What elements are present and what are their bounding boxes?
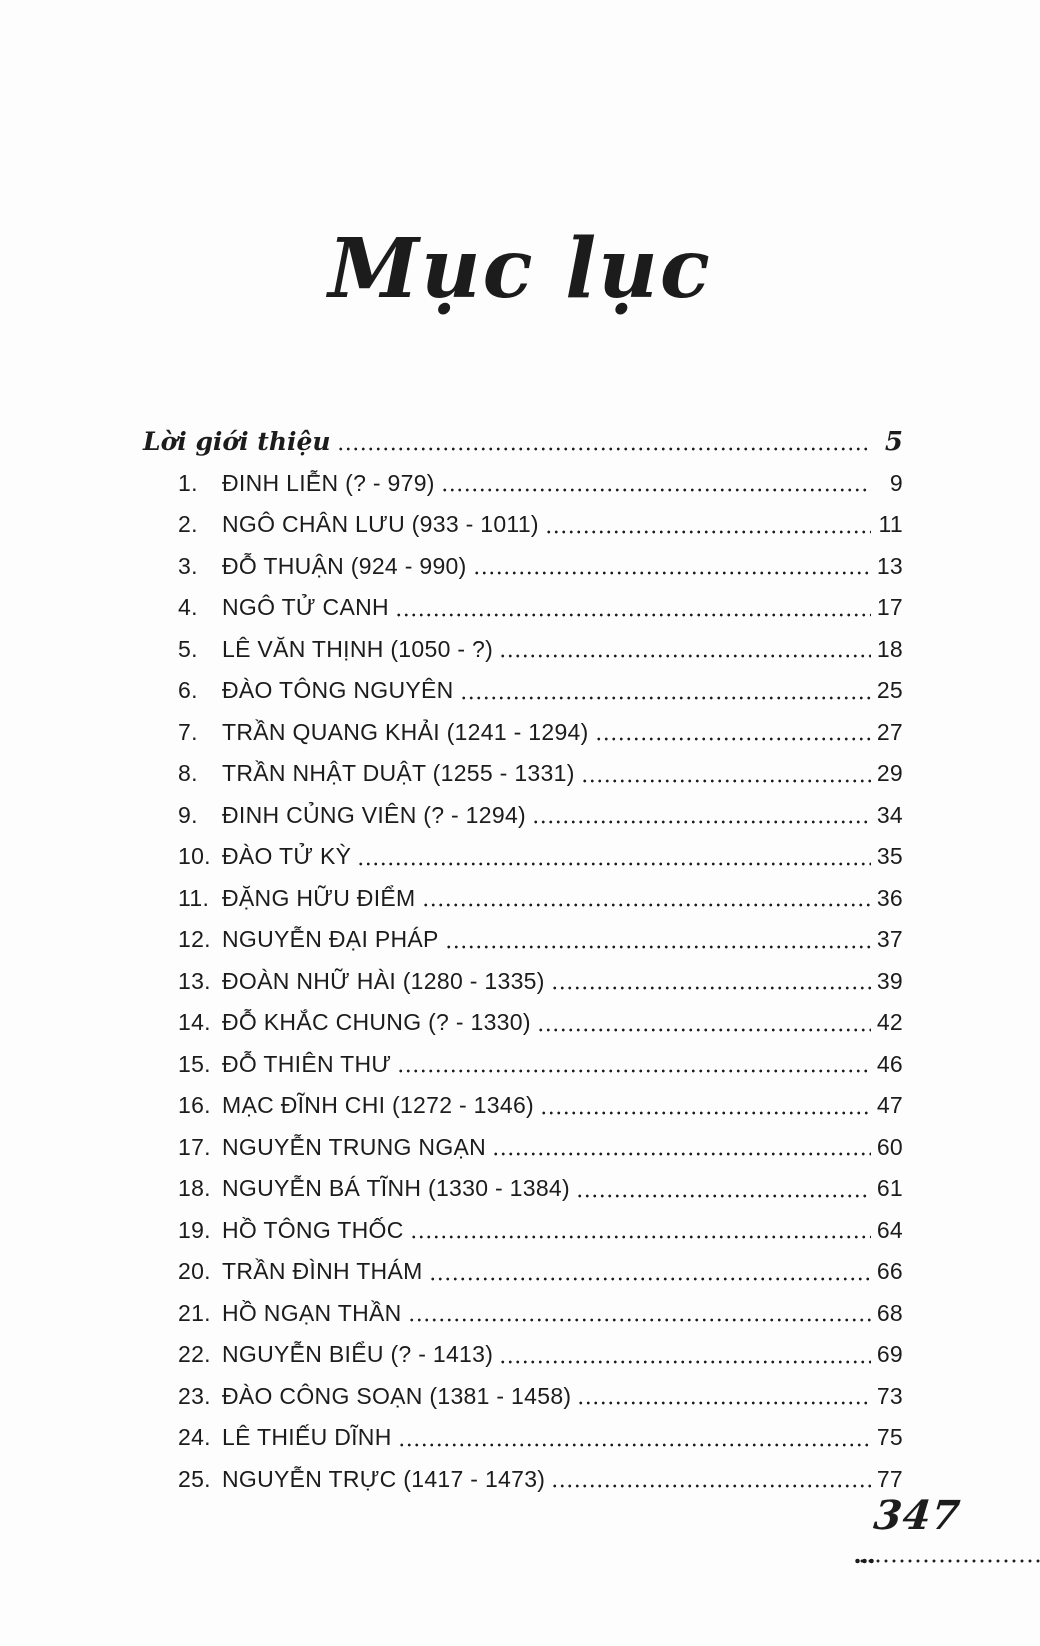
toc-entry: [143, 670, 903, 712]
toc-entry-number: 16.: [178, 1092, 211, 1118]
toc-entry-number: 1.: [178, 469, 198, 496]
page-title: Mục lục: [328, 221, 712, 317]
toc-dot-leader: [429, 1251, 871, 1293]
toc-dot-leader: [397, 1044, 871, 1086]
toc-entry-number: 9.: [178, 801, 198, 828]
toc-dot-leader: [410, 1210, 871, 1252]
toc-entry-page: 27: [876, 718, 903, 745]
toc-dot-leader: [357, 836, 871, 878]
toc-entry-title: ĐÀO CÔNG SOẠN (1381 - 1458): [222, 1382, 572, 1409]
toc-entry-page: 39: [876, 967, 903, 994]
toc-entry-page: 47: [876, 1092, 903, 1118]
toc-entry-page: 18: [876, 635, 903, 662]
toc-entry: [143, 961, 903, 1003]
toc-entry-number: 22.: [178, 1341, 211, 1367]
toc-entry-title: HỒ TÔNG THỐC: [222, 1216, 404, 1243]
toc-entry-page: 36: [876, 884, 903, 911]
toc-entry-title: NGÔ TỬ CANH: [222, 594, 389, 620]
toc-entry: [143, 1459, 903, 1501]
toc-entry-page: 17: [876, 594, 903, 620]
toc-entry: [143, 712, 903, 754]
toc-entry: [143, 1251, 903, 1293]
toc-entry-page: 75: [876, 1424, 903, 1450]
toc-dot-leader: [540, 1085, 871, 1127]
toc-entry-number: 8.: [178, 760, 198, 786]
toc-entry: [143, 1002, 903, 1044]
toc-dot-leader: [551, 1459, 871, 1501]
toc-entry-page: 46: [876, 1050, 903, 1077]
toc-entry: [143, 795, 903, 837]
toc-entry: [143, 1376, 903, 1418]
toc-entry: [143, 878, 903, 920]
toc-entry: [143, 629, 903, 671]
toc-entry: [143, 463, 903, 505]
toc-entry-page: 34: [876, 801, 903, 828]
toc-dot-leader: [337, 421, 871, 463]
toc-entry: [143, 587, 903, 629]
toc-entry-page: 25: [876, 677, 903, 703]
toc-entry-title: ĐÀO TÔNG NGUYÊN: [222, 677, 454, 703]
toc-entry-page: 61: [876, 1175, 903, 1201]
toc-entry-page: 11: [878, 511, 903, 537]
toc-entry-title: ĐINH CỦNG VIÊN (? - 1294): [222, 801, 527, 828]
toc-entry-number: 4.: [178, 594, 198, 620]
toc-entry: [143, 1417, 903, 1459]
toc-dot-leader: [473, 546, 871, 588]
toc-dot-leader: [460, 670, 871, 712]
toc-entry-number: 11.: [178, 884, 210, 911]
toc-entry-title: MẠC ĐĨNH CHI (1272 - 1346): [222, 1092, 534, 1118]
toc-entry-number: 15.: [178, 1050, 211, 1077]
toc-entry-number: 12.: [178, 926, 211, 952]
toc-entry-page: 66: [876, 1258, 903, 1284]
toc-entry: [143, 1168, 903, 1210]
toc-entry-title: NGUYỄN BIỂU (? - 1413): [222, 1341, 494, 1367]
toc-entry: [143, 753, 903, 795]
toc-entry-number: 23.: [178, 1382, 211, 1409]
toc-entry-title: ĐINH LIỄN (? - 979): [222, 469, 435, 496]
toc-entry: [143, 836, 903, 878]
toc-entry-title: TRẦN NHẬT DUẬT (1255 - 1331): [222, 760, 575, 786]
toc-entry-title: LÊ THIẾU DĨNH: [222, 1424, 392, 1450]
toc-entry-number: 24.: [178, 1424, 211, 1450]
toc-intro-page: 5: [884, 427, 903, 457]
toc-dot-leader: [545, 504, 871, 546]
toc-dot-leader: [408, 1293, 871, 1335]
toc-entry-title: NGUYỄN TRỰC (1417 - 1473): [222, 1465, 546, 1492]
toc-dot-leader: [492, 1127, 871, 1169]
toc-entry: [143, 1085, 903, 1127]
toc-entry-page: 77: [876, 1465, 903, 1492]
toc-dot-leader: [398, 1417, 871, 1459]
toc-dot-leader: [595, 712, 871, 754]
toc-entry-number: 7.: [178, 718, 198, 745]
toc-dot-leader: [551, 961, 871, 1003]
toc-entry-page: 64: [876, 1216, 903, 1243]
toc-entry: [143, 919, 903, 961]
toc-entry-title: ĐỖ KHẮC CHUNG (? - 1330): [222, 1009, 531, 1035]
toc-dot-leader: [499, 629, 871, 671]
toc-entry-title: TRẦN ĐÌNH THÁM: [222, 1258, 423, 1284]
toc-entry-title: ĐỖ THIÊN THƯ: [222, 1050, 392, 1077]
toc-entry-page: 69: [876, 1341, 903, 1367]
toc-dot-leader: [537, 1002, 871, 1044]
toc-entry: [143, 1044, 903, 1086]
toc-entry-number: 13.: [178, 967, 211, 994]
toc-entry-title: TRẦN QUANG KHẢI (1241 - 1294): [222, 718, 589, 745]
toc-dot-leader: [576, 1168, 871, 1210]
toc-entry-number: 19.: [178, 1216, 211, 1243]
toc-entry-page: 29: [876, 760, 903, 786]
toc-dot-leader: [581, 753, 871, 795]
toc-dot-leader: [499, 1334, 871, 1376]
toc-entry-title: ĐÀO TỬ KỲ: [222, 843, 352, 869]
toc-entry-number: 6.: [178, 677, 198, 703]
toc-entry-page: 37: [876, 926, 903, 952]
toc-entry: [143, 1293, 903, 1335]
toc-entry-page: 9: [889, 469, 903, 496]
footer-dotted-line: [858, 1558, 1040, 1564]
toc-entry-title: LÊ VĂN THỊNH (1050 - ?): [222, 635, 494, 662]
toc-intro-label: Lời giới thiệu: [143, 427, 331, 456]
toc-entry-number: 5.: [178, 635, 198, 662]
toc-entry-number: 2.: [178, 511, 198, 537]
toc-dot-leader: [441, 463, 871, 505]
toc-list: [143, 421, 903, 1500]
toc-entry-number: 25.: [178, 1465, 211, 1492]
toc-dot-leader: [577, 1376, 871, 1418]
toc-entry-number: 21.: [178, 1299, 211, 1326]
toc-entry-number: 14.: [178, 1009, 211, 1035]
toc-intro-row: [143, 421, 903, 463]
toc-entry-number: 10.: [178, 843, 211, 869]
toc-entry-number: 3.: [178, 552, 198, 579]
toc-entry: [143, 546, 903, 588]
folio-page-number: 347: [871, 1492, 963, 1539]
toc-entry-page: 35: [876, 843, 903, 869]
toc-entry: [143, 1127, 903, 1169]
toc-entry-title: HỒ NGẠN THẦN: [222, 1299, 402, 1326]
toc-entry-title: ĐẶNG HỮU ĐIỂM: [222, 884, 416, 911]
toc-dot-leader: [422, 878, 872, 920]
toc-entry: [143, 1210, 903, 1252]
toc-entry-title: NGÔ CHÂN LƯU (933 - 1011): [222, 511, 539, 537]
toc-dot-leader: [445, 919, 871, 961]
toc-entry-page: 68: [876, 1299, 903, 1326]
toc-entry-page: 60: [876, 1133, 903, 1160]
toc-entry-title: ĐỖ THUẬN (924 - 990): [222, 552, 467, 579]
toc-entry-title: NGUYỄN BÁ TĨNH (1330 - 1384): [222, 1175, 570, 1201]
toc-entry-number: 20.: [178, 1258, 211, 1284]
toc-entry-number: 18.: [178, 1175, 211, 1201]
toc-entry-page: 42: [876, 1009, 903, 1035]
toc-entry-title: NGUYỄN ĐẠI PHÁP: [222, 926, 439, 952]
toc-dot-leader: [395, 587, 871, 629]
toc-entry-number: 17.: [178, 1133, 211, 1160]
toc-entry-title: NGUYỄN TRUNG NGẠN: [222, 1133, 487, 1160]
toc-entry-title: ĐOÀN NHỮ HÀI (1280 - 1335): [222, 967, 545, 994]
toc-entry: [143, 1334, 903, 1376]
toc-entry-page: 73: [876, 1382, 903, 1409]
toc-dot-leader: [532, 795, 871, 837]
toc-entry: [143, 504, 903, 546]
toc-entry-page: 13: [876, 552, 903, 579]
